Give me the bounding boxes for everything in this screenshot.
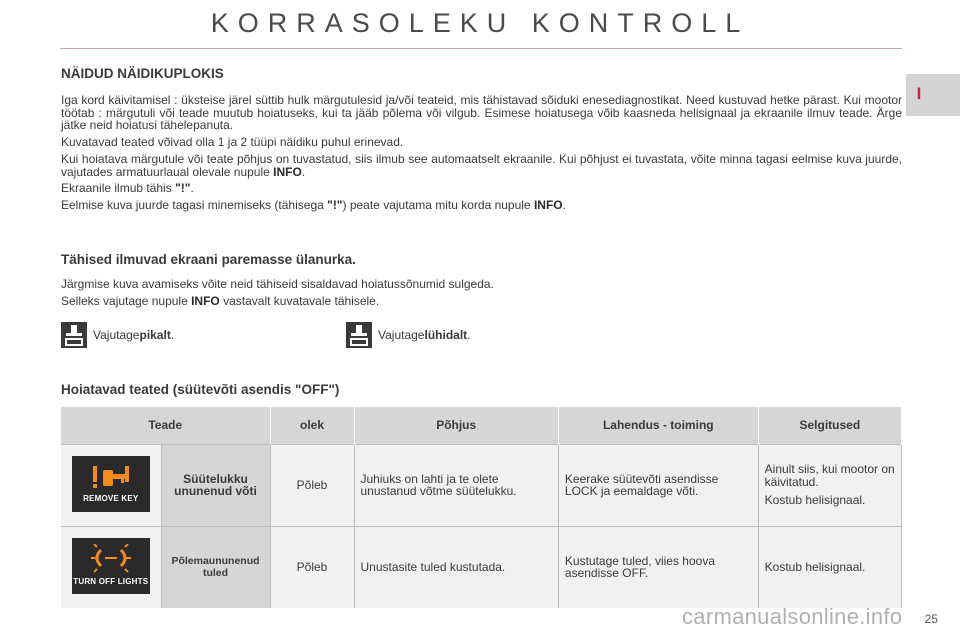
info-button-paragraph: Selleks vajutage nupule INFO vastavalt kuvatavale tähisele. bbox=[61, 294, 380, 308]
warning-notes: Ainult siis, kui mootor on käivitatud. Kostub helisignaal. bbox=[758, 444, 901, 526]
chapter-tab-label: I bbox=[916, 84, 922, 103]
page-number: 25 bbox=[924, 612, 938, 626]
remove-key-panel: REMOVE KEY bbox=[72, 456, 150, 512]
table-row bbox=[61, 444, 902, 526]
table-header-row bbox=[61, 407, 902, 444]
warning-image-cell bbox=[61, 526, 161, 608]
symbol-paragraph: Ekraanile ilmub tähis "!". bbox=[61, 181, 194, 195]
warning-state: Põleb bbox=[270, 526, 354, 608]
warning-action: Kustutage tuled, viies hoova asendisse OFF. bbox=[558, 526, 758, 608]
warning-name: Süütelukku ununenud võti bbox=[161, 444, 270, 526]
column-header-message: Teade bbox=[61, 407, 270, 444]
press-button-icon bbox=[61, 322, 87, 348]
chapter-tab bbox=[906, 74, 960, 116]
warning-notes: Kostub helisignaal. bbox=[758, 526, 901, 608]
intro-paragraph: Iga kord käivitamisel : üksteise järel süttib hulk märgutulesid ja/või teateid, mis tähistavad sõiduki enesediagnostikat. Need kustuvad hetke pärast. Kui mootor töötab : märgutuli või teade muutub hoiatuseks, kui ta jääb põlema või vilgub. Esimese hoiatusega võib kaasneda helisignaal ja ekraanile ilmuv teade. Ärge jätke neid hoiatusi tähelepanuta. bbox=[61, 93, 902, 132]
section-heading-indicators: NÄIDUD NÄIDIKUPLOKIS bbox=[61, 66, 224, 81]
warning-name: Põlemaununenud tuled bbox=[161, 526, 270, 608]
warning-messages-table bbox=[61, 407, 902, 608]
page-title: KORRASOLEKU KONTROLL bbox=[210, 8, 750, 38]
column-header-action: Lahendus - toiming bbox=[558, 407, 758, 444]
press-short-hint: Vajutage lühidalt . bbox=[346, 322, 471, 348]
warning-image-cell bbox=[61, 444, 161, 526]
display-types-paragraph: Kuvatavad teated võivad olla 1 ja 2 tüüpi näidiku puhul erinevad. bbox=[61, 135, 404, 149]
section-heading-symbols: Tähised ilmuvad ekraani paremasse ülanurka. bbox=[61, 252, 356, 267]
column-header-cause: Põhjus bbox=[354, 407, 558, 444]
return-paragraph: Eelmise kuva juurde tagasi minemiseks (tähisega "!") peate vajutama mitu korda nupule INFO. bbox=[61, 198, 566, 212]
title-divider bbox=[60, 48, 902, 49]
section-heading-warnings: Hoiatavad teated (süütevõti asendis "OFF") bbox=[61, 382, 340, 397]
warning-cause: Juhiuks on lahti ja te olete unustanud võtme süütelukku. bbox=[354, 444, 558, 526]
column-header-state: olek bbox=[270, 407, 354, 444]
watermark: carmanualsonline.info bbox=[682, 604, 903, 629]
headlights-icon bbox=[91, 544, 131, 574]
table-row bbox=[61, 526, 902, 608]
press-button-icon bbox=[346, 322, 372, 348]
auto-display-paragraph: Kui hoiatava märgutule või teate põhjus on tuvastatud, siis ilmub see automaatselt ekraanile. Kui põhjust ei tuvastata, võite minna tagasi eelmise kuva juurde, vajutades armatuurlaual olevale nupule INFO. bbox=[61, 152, 902, 179]
column-header-notes: Selgitused bbox=[758, 407, 901, 444]
turn-off-lights-panel: TURN OFF LIGHTS bbox=[72, 538, 150, 594]
warning-state: Põleb bbox=[270, 444, 354, 526]
warning-cause: Unustasite tuled kustutada. bbox=[354, 526, 558, 608]
key-lock-icon bbox=[91, 462, 131, 492]
press-long-hint: Vajutage pikalt . bbox=[61, 322, 174, 348]
close-messages-paragraph: Järgmise kuva avamiseks võite neid tähiseid sisaldavad hoiatussõnumid sulgeda. bbox=[61, 277, 494, 291]
warning-action: Keerake süütevõti asendisse LOCK ja eemaldage võti. bbox=[558, 444, 758, 526]
